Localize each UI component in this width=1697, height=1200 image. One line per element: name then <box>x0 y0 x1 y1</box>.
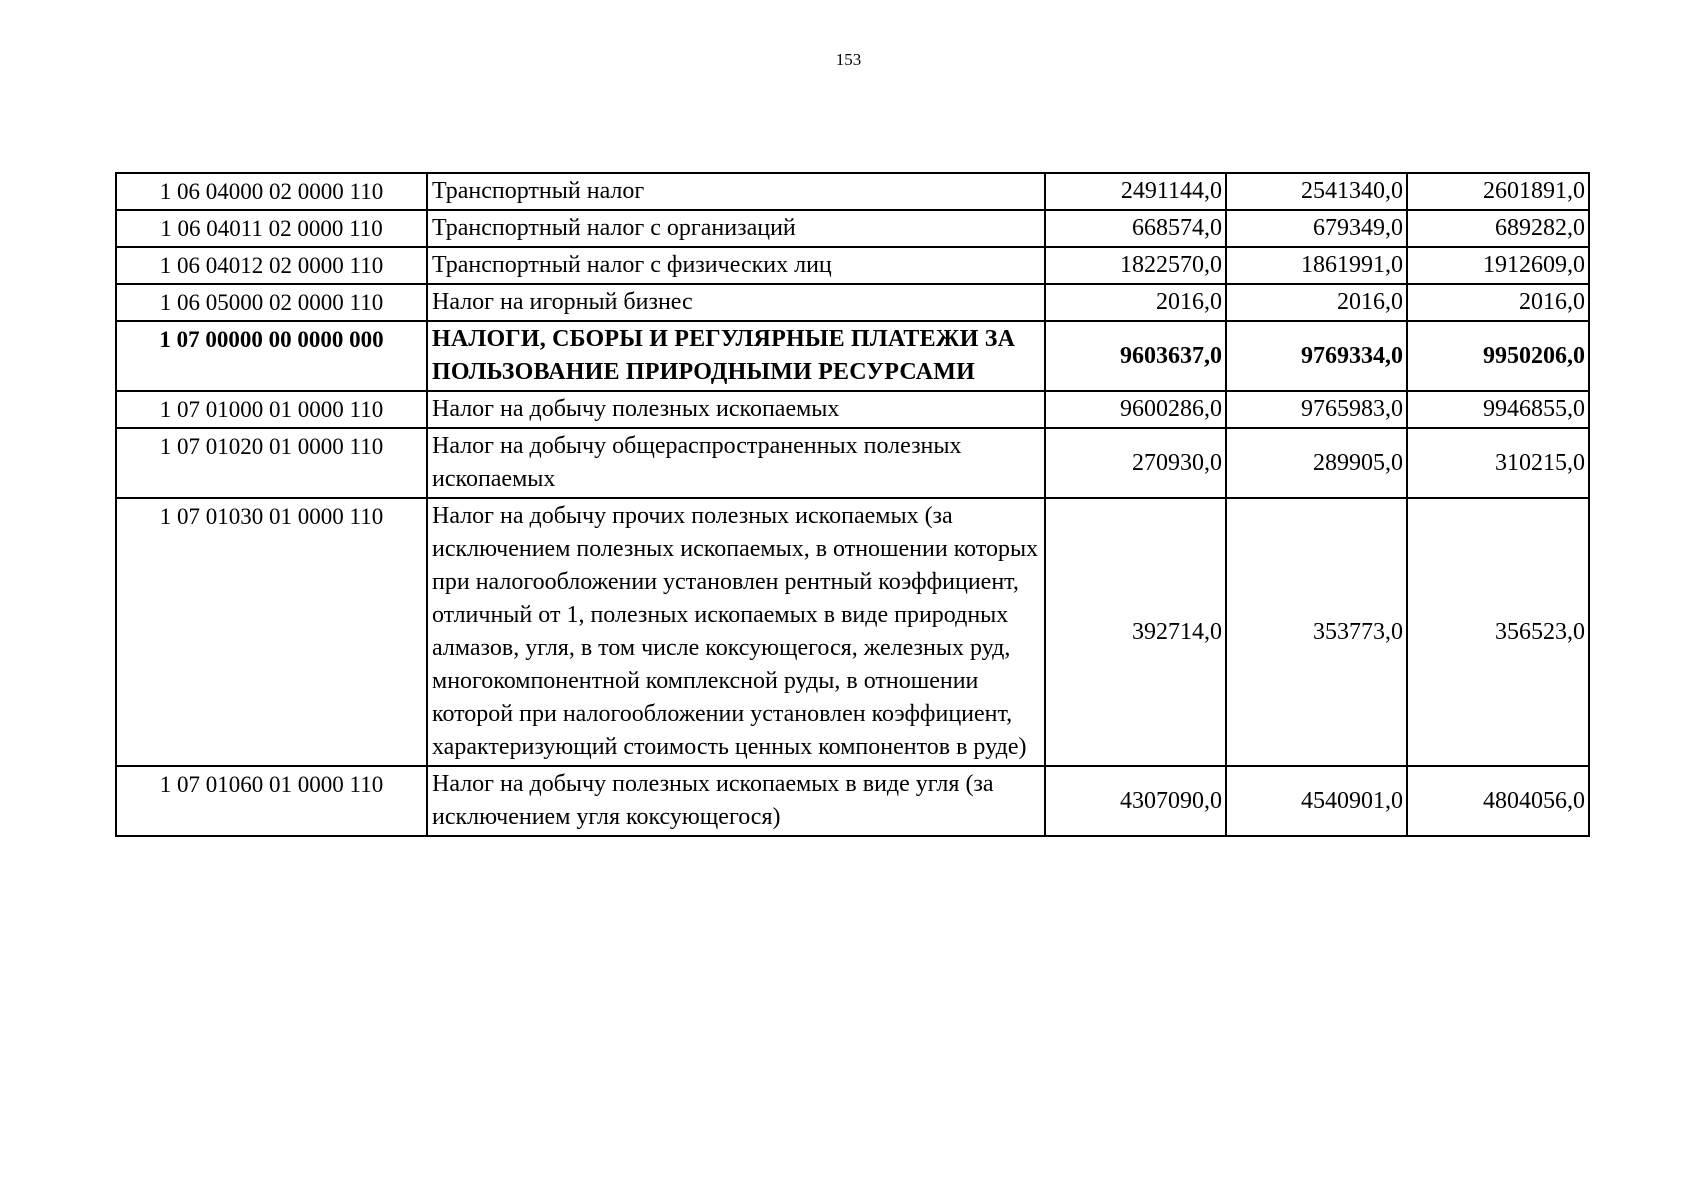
amount-year-3-cell: 4804056,0 <box>1407 766 1589 836</box>
table-row <box>116 247 1589 284</box>
amount-year-1-cell: 4307090,0 <box>1045 766 1226 836</box>
amount-year-2-cell: 289905,0 <box>1226 428 1407 498</box>
budget-code-cell: 1 07 01000 01 0000 110 <box>116 391 427 428</box>
revenue-name-cell: Транспортный налог с физических лиц <box>427 247 1045 284</box>
table-row <box>116 498 1589 766</box>
table-row <box>116 391 1589 428</box>
amount-year-1-cell: 1822570,0 <box>1045 247 1226 284</box>
amount-year-1-cell: 9600286,0 <box>1045 391 1226 428</box>
table-row-section-total <box>116 321 1589 391</box>
table-row <box>116 173 1589 210</box>
amount-year-2-cell: 9769334,0 <box>1226 321 1407 391</box>
revenue-name-cell: НАЛОГИ, СБОРЫ И РЕГУЛЯРНЫЕ ПЛАТЕЖИ ЗА ПОЛЬЗОВАНИЕ ПРИРОДНЫМИ РЕСУРСАМИ <box>427 321 1045 391</box>
page-number: 153 <box>835 50 862 69</box>
revenue-name-cell: Налог на добычу полезных ископаемых в виде угля (за исключением угля коксующегося) <box>427 766 1045 836</box>
budget-code-cell: 1 07 01030 01 0000 110 <box>116 498 427 766</box>
budget-code-cell: 1 07 01020 01 0000 110 <box>116 428 427 498</box>
amount-year-1-cell: 392714,0 <box>1045 498 1226 766</box>
table-row <box>116 210 1589 247</box>
amount-year-2-cell: 2541340,0 <box>1226 173 1407 210</box>
amount-year-2-cell: 2016,0 <box>1226 284 1407 321</box>
amount-year-2-cell: 9765983,0 <box>1226 391 1407 428</box>
revenue-name-cell: Налог на добычу общераспространенных полезных ископаемых <box>427 428 1045 498</box>
budget-code-cell: 1 06 04000 02 0000 110 <box>116 173 427 210</box>
budget-code-cell: 1 06 04011 02 0000 110 <box>116 210 427 247</box>
amount-year-2-cell: 1861991,0 <box>1226 247 1407 284</box>
table-row <box>116 428 1589 498</box>
amount-year-2-cell: 353773,0 <box>1226 498 1407 766</box>
table-row <box>116 766 1589 836</box>
amount-year-3-cell: 9950206,0 <box>1407 321 1589 391</box>
revenue-name-cell: Налог на игорный бизнес <box>427 284 1045 321</box>
revenue-table <box>115 172 1590 837</box>
revenue-name-cell: Транспортный налог <box>427 173 1045 210</box>
revenue-table-body <box>116 173 1589 836</box>
amount-year-3-cell: 2601891,0 <box>1407 173 1589 210</box>
amount-year-3-cell: 689282,0 <box>1407 210 1589 247</box>
revenue-name-cell: Транспортный налог с организаций <box>427 210 1045 247</box>
amount-year-1-cell: 2016,0 <box>1045 284 1226 321</box>
budget-code-cell: 1 07 00000 00 0000 000 <box>116 321 427 391</box>
amount-year-3-cell: 2016,0 <box>1407 284 1589 321</box>
amount-year-1-cell: 2491144,0 <box>1045 173 1226 210</box>
amount-year-3-cell: 1912609,0 <box>1407 247 1589 284</box>
amount-year-3-cell: 9946855,0 <box>1407 391 1589 428</box>
amount-year-3-cell: 310215,0 <box>1407 428 1589 498</box>
amount-year-1-cell: 9603637,0 <box>1045 321 1226 391</box>
budget-code-cell: 1 06 04012 02 0000 110 <box>116 247 427 284</box>
table-row <box>116 284 1589 321</box>
budget-code-cell: 1 06 05000 02 0000 110 <box>116 284 427 321</box>
revenue-name-cell: Налог на добычу полезных ископаемых <box>427 391 1045 428</box>
amount-year-1-cell: 668574,0 <box>1045 210 1226 247</box>
revenue-name-cell: Налог на добычу прочих полезных ископаемых (за исключением полезных ископаемых, в отношении которых при налогообложении установлен рентный коэффициент, отличный от 1, полезных ископаемых в виде природных алмазов, угля, в том числе коксующегося, железных руд, многокомпонентной комплексной руды, в отношении которой при налогообложении установлен коэффициент, характеризующий стоимость ценных компонентов в руде) <box>427 498 1045 766</box>
amount-year-2-cell: 679349,0 <box>1226 210 1407 247</box>
amount-year-2-cell: 4540901,0 <box>1226 766 1407 836</box>
budget-code-cell: 1 07 01060 01 0000 110 <box>116 766 427 836</box>
amount-year-3-cell: 356523,0 <box>1407 498 1589 766</box>
amount-year-1-cell: 270930,0 <box>1045 428 1226 498</box>
